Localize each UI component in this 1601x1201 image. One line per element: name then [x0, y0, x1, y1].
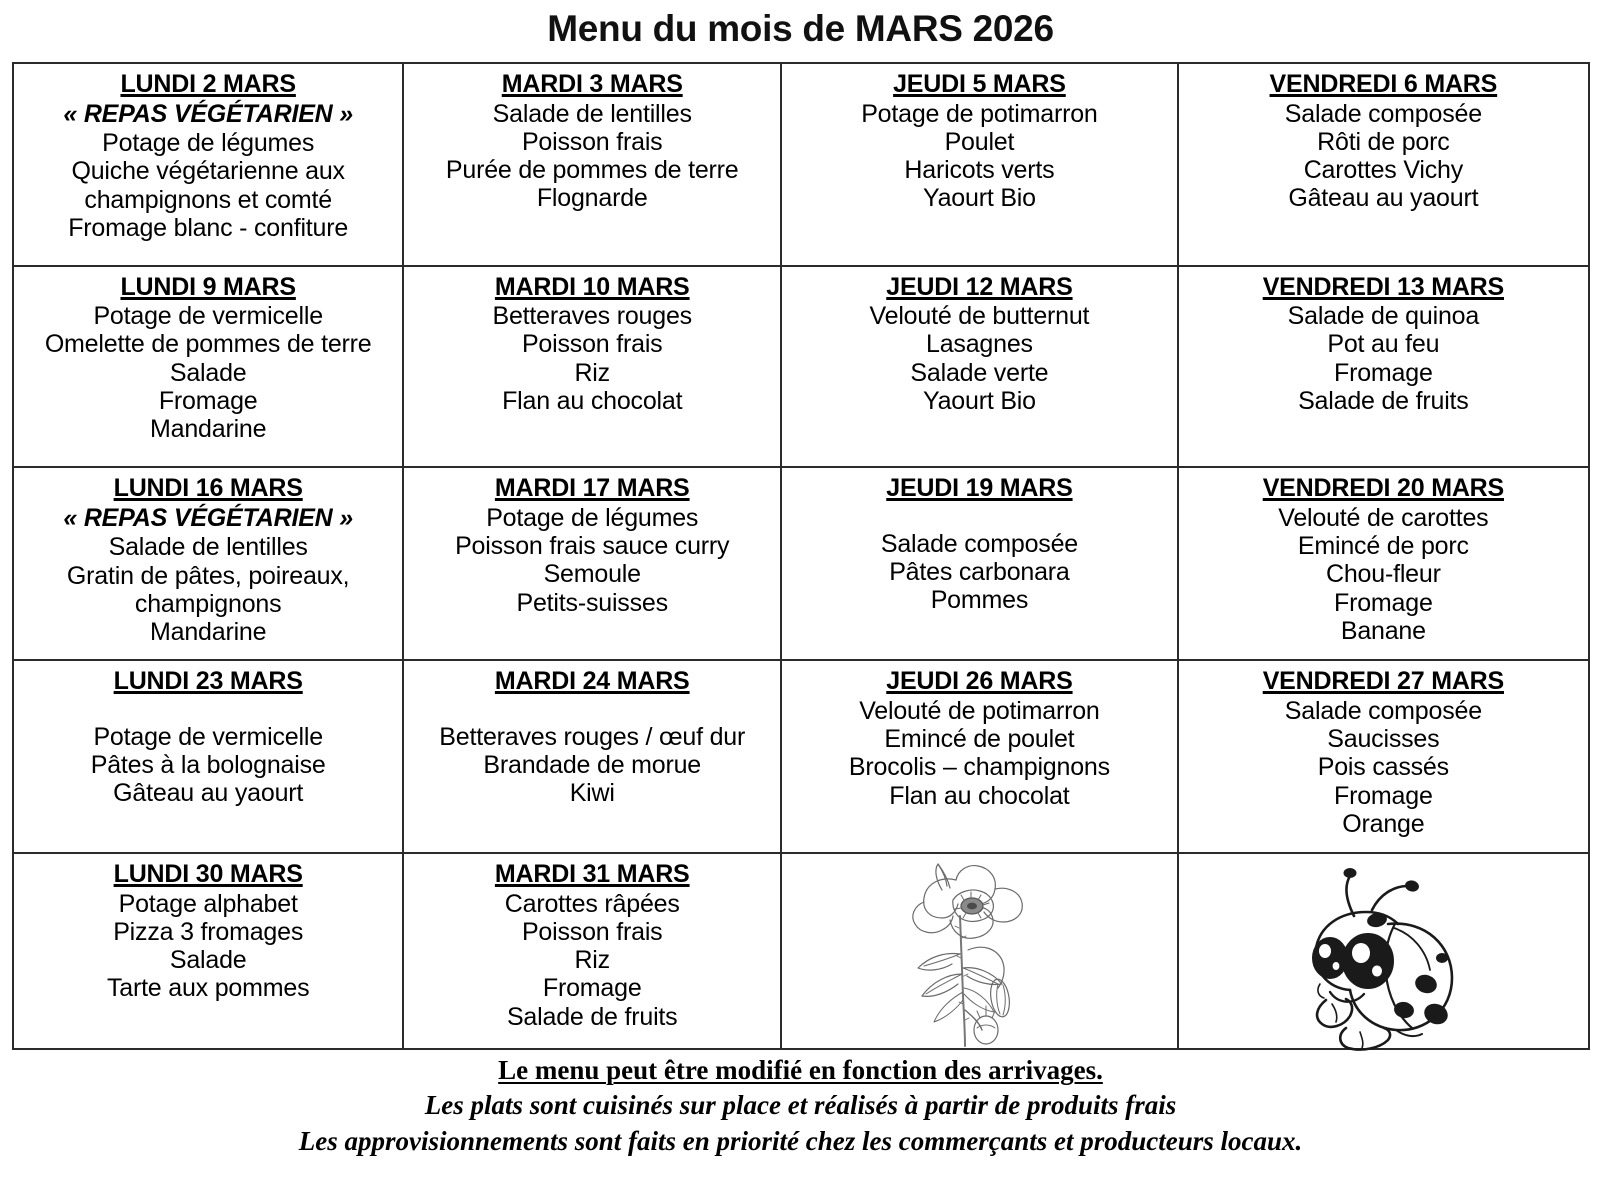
footer-note-modification: Le menu peut être modifié en fonction des arrivages.	[498, 1055, 1103, 1085]
dish-item: Brandade de morue	[483, 751, 702, 780]
dish-item: Flognarde	[536, 184, 648, 213]
dish-list	[20, 697, 396, 808]
dish-item: Potage de légumes	[102, 129, 315, 157]
dish-item: Salade de fruits	[1298, 386, 1469, 415]
day-cell-jeudi-19-mars	[782, 468, 1179, 661]
dish-item: champignons et comté	[84, 185, 332, 214]
dish-item: Betteraves rouges	[492, 302, 692, 331]
dish-item: Purée de pommes de terre	[445, 156, 739, 184]
dish-list	[410, 302, 774, 415]
dish-item: Salade de fruits	[506, 1002, 678, 1031]
dish-item: Salade de lentilles	[492, 99, 692, 128]
day-cell-mardi-3-mars	[404, 64, 782, 267]
dish-item: Potage de légumes	[486, 503, 699, 532]
dish-item: Emincé de poulet	[884, 725, 1075, 754]
dish-item: Riz	[574, 946, 610, 975]
dish-list	[410, 100, 774, 213]
day-title: VENDREDI 6 MARS	[1269, 70, 1498, 98]
day-subtitle: « REPAS VÉGÉTARIEN »	[63, 99, 353, 128]
dish-item: Haricots verts	[904, 156, 1055, 184]
dish-item: Potage de potimarron	[861, 99, 1098, 128]
dish-item: Flan au chocolat	[502, 386, 683, 415]
dish-item: Carottes Vichy	[1303, 156, 1463, 184]
dish-item: Velouté de butternut	[869, 302, 1090, 331]
dish-item: Potage de vermicelle	[93, 722, 323, 751]
dish-item: Mandarine	[150, 415, 267, 444]
dish-item: Rôti de porc	[1317, 127, 1450, 156]
day-cell-lundi-9-mars	[14, 267, 404, 469]
day-cell-jeudi-26-mars	[782, 661, 1179, 854]
dish-item: Quiche végétarienne aux	[71, 157, 345, 186]
day-title: JEUDI 5 MARS	[893, 70, 1066, 98]
dish-list	[788, 302, 1171, 415]
dish-item: Fromage	[158, 386, 258, 415]
day-title: LUNDI 16 MARS	[113, 474, 303, 503]
day-cell-jeudi-5-mars	[782, 64, 1179, 267]
illustration-cell-ladybug	[1179, 854, 1588, 1048]
dish-item: Salade composée	[1284, 99, 1482, 128]
dish-item: Tarte aux pommes	[106, 974, 310, 1003]
dish-item: Pois cassés	[1317, 753, 1449, 782]
dish-list	[788, 100, 1171, 213]
dish-item: Fromage	[1334, 588, 1433, 617]
dish-item: Saucisses	[1327, 725, 1440, 754]
dish-item: Potage de vermicelle	[93, 302, 323, 331]
day-cell-lundi-23-mars	[14, 661, 404, 854]
day-cell-lundi-16-mars	[14, 468, 404, 661]
dish-item: Betteraves rouges / œuf dur	[439, 722, 746, 751]
dish-item: Riz	[574, 358, 610, 387]
page-title: Menu du mois de MARS 2026	[547, 8, 1054, 49]
day-cell-mardi-10-mars	[404, 267, 782, 469]
dish-item: Salade composée	[880, 529, 1078, 558]
dish-item: Yaourt Bio	[922, 386, 1036, 415]
dish-item: Mandarine	[150, 618, 267, 647]
dish-item: Poisson frais	[521, 127, 663, 156]
dish-item: Pommes	[930, 586, 1029, 615]
day-title: MARDI 17 MARS	[494, 474, 690, 503]
dish-list	[20, 533, 396, 646]
dish-item: Banane	[1340, 616, 1426, 645]
dish-item: Salade	[169, 946, 247, 975]
day-title: VENDREDI 27 MARS	[1262, 667, 1504, 696]
dish-item: Poisson frais	[521, 330, 663, 359]
day-title: MARDI 10 MARS	[494, 272, 690, 301]
day-title: VENDREDI 20 MARS	[1262, 474, 1504, 503]
menu-table	[12, 62, 1590, 1050]
dish-item-blank	[788, 504, 1171, 530]
dish-item: Salade verte	[910, 358, 1049, 387]
dish-item: Potage alphabet	[118, 889, 298, 918]
dish-item: Pot au feu	[1327, 330, 1440, 359]
day-title: JEUDI 12 MARS	[886, 272, 1073, 301]
poppy-flower-icon	[864, 858, 1094, 1048]
dish-list	[20, 302, 396, 443]
dish-item: Gâteau au yaourt	[113, 779, 304, 808]
day-cell-vendredi-13-mars	[1179, 267, 1588, 469]
dish-item: Gâteau au yaourt	[1288, 184, 1479, 213]
dish-item: Salade composée	[1284, 696, 1482, 725]
dish-item: Omelette de pommes de terre	[44, 330, 372, 359]
day-cell-lundi-30-mars	[14, 854, 404, 1048]
dish-list	[1185, 504, 1582, 645]
footer-note-fresh-products: Les plats sont cuisinés sur place et réalisés à partir de produits frais	[424, 1090, 1177, 1121]
dish-list	[1185, 100, 1582, 213]
dish-item: Poisson frais	[521, 917, 663, 946]
day-title: LUNDI 9 MARS	[120, 272, 296, 301]
day-cell-mardi-31-mars	[404, 854, 782, 1048]
day-title: MARDI 24 MARS	[494, 667, 690, 696]
day-cell-vendredi-20-mars	[1179, 468, 1588, 661]
day-cell-mardi-17-mars	[404, 468, 782, 661]
dish-list	[410, 504, 774, 617]
dish-item: Pâtes carbonara	[889, 558, 1070, 587]
dish-item: Salade de lentilles	[108, 533, 308, 562]
dish-item: Fromage	[542, 974, 642, 1003]
dish-item: Emincé de porc	[1297, 532, 1469, 561]
day-cell-lundi-2-mars	[14, 64, 404, 267]
dish-item: Gratin de pâtes, poireaux,	[66, 561, 350, 590]
dish-item: Pâtes à la bolognaise	[90, 751, 326, 780]
dish-item: Yaourt Bio	[922, 184, 1036, 213]
day-cell-vendredi-27-mars	[1179, 661, 1588, 854]
dish-item: Velouté de carottes	[1278, 503, 1489, 532]
day-title: LUNDI 2 MARS	[120, 70, 296, 98]
day-title: MARDI 3 MARS	[501, 70, 683, 98]
dish-list	[788, 504, 1171, 615]
dish-item: Poulet	[944, 127, 1015, 156]
day-title: LUNDI 23 MARS	[113, 667, 303, 696]
day-cell-jeudi-12-mars	[782, 267, 1179, 469]
dish-item: Salade	[169, 358, 247, 387]
dish-item: Orange	[1342, 809, 1425, 838]
dish-list	[410, 890, 774, 1031]
day-subtitle: « REPAS VÉGÉTARIEN »	[63, 503, 353, 532]
ladybug-icon	[1276, 858, 1491, 1053]
dish-item-blank	[20, 697, 396, 723]
illustration-cell-poppy	[782, 854, 1179, 1048]
dish-item-blank	[410, 697, 774, 723]
dish-list	[410, 697, 774, 808]
day-cell-vendredi-6-mars	[1179, 64, 1588, 267]
dish-item: Salade de quinoa	[1287, 302, 1480, 331]
dish-item: Chou-fleur	[1325, 560, 1441, 589]
dish-item: Kiwi	[569, 779, 615, 808]
dish-list	[1185, 302, 1582, 415]
dish-list	[20, 129, 396, 242]
dish-item: Flan au chocolat	[889, 781, 1070, 810]
dish-item: Velouté de potimarron	[859, 696, 1100, 725]
dish-list	[788, 697, 1171, 810]
day-title: LUNDI 30 MARS	[113, 860, 303, 889]
day-title: JEUDI 19 MARS	[886, 474, 1073, 503]
dish-item: Petits-suisses	[516, 588, 668, 617]
dish-item: Semoule	[543, 560, 641, 589]
dish-item: Carottes râpées	[504, 889, 680, 918]
day-title: JEUDI 26 MARS	[886, 667, 1073, 696]
dish-item: Brocolis – champignons	[848, 753, 1110, 782]
day-title: MARDI 31 MARS	[494, 860, 690, 889]
day-cell-mardi-24-mars	[404, 661, 782, 854]
footer-note-local-suppliers: Les approvisionnements sont faits en priorité chez les commerçants et producteurs locaux.	[298, 1125, 1303, 1156]
dish-item: Fromage	[1334, 358, 1433, 387]
footer-notes	[0, 1053, 1601, 1159]
dish-item: Pizza 3 fromages	[113, 917, 304, 946]
dish-item: Poisson frais sauce curry	[455, 532, 730, 561]
dish-item: Fromage	[1334, 781, 1433, 810]
dish-list	[20, 890, 396, 1003]
dish-item: Fromage blanc - confiture	[68, 213, 349, 242]
dish-item: champignons	[134, 589, 282, 618]
dish-list	[1185, 697, 1582, 838]
dish-item: Lasagnes	[926, 330, 1033, 359]
day-title: VENDREDI 13 MARS	[1262, 272, 1504, 301]
